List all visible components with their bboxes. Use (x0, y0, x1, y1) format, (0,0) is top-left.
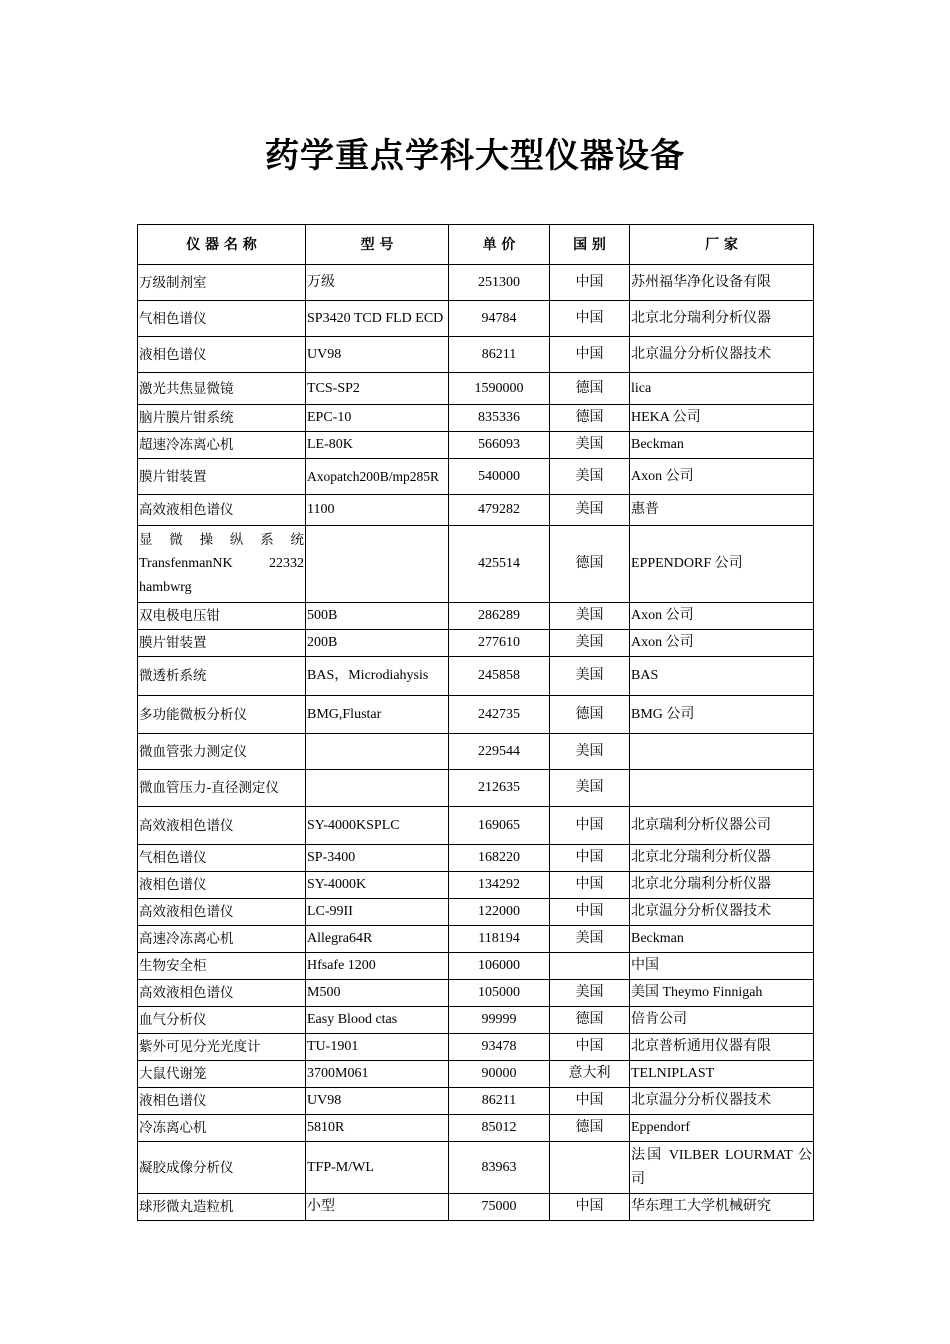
cell-price: 93478 (449, 1034, 550, 1061)
table-row (138, 1088, 814, 1115)
cell-maker: 华东理工大学机械研究 (630, 1194, 814, 1221)
table-row (138, 1034, 814, 1061)
cell-name: 微透析系统 (138, 657, 306, 696)
cell-name: 血气分析仪 (138, 1007, 306, 1034)
cell-maker: HEKA 公司 (630, 405, 814, 432)
cell-model: BAS，Microdiahysis (306, 657, 449, 696)
table-row (138, 265, 814, 301)
cell-name: 球形微丸造粒机 (138, 1194, 306, 1221)
cell-maker: lica (630, 373, 814, 405)
cell-model: 5810R (306, 1115, 449, 1142)
cell-country: 德国 (550, 526, 630, 603)
cell-model: UV98 (306, 337, 449, 373)
cell-maker: 北京温分分析仪器技术 (630, 337, 814, 373)
table-row (138, 630, 814, 657)
cell-price: 566093 (449, 432, 550, 459)
cell-model: EPC-10 (306, 405, 449, 432)
table-row (138, 953, 814, 980)
cell-name: 高效液相色谱仪 (138, 899, 306, 926)
cell-maker: 北京温分分析仪器技术 (630, 1088, 814, 1115)
cell-name: 膜片钳装置 (138, 459, 306, 495)
cell-country: 德国 (550, 1115, 630, 1142)
cell-model: 3700M061 (306, 1061, 449, 1088)
cell-price: 229544 (449, 734, 550, 770)
cell-model: 200B (306, 630, 449, 657)
table-row (138, 1115, 814, 1142)
equipment-table (137, 224, 814, 1221)
cell-price: 134292 (449, 872, 550, 899)
table-row (138, 734, 814, 770)
cell-country: 美国 (550, 459, 630, 495)
cell-name: 多功能微板分析仪 (138, 696, 306, 734)
cell-maker: 北京瑞利分析仪器公司 (630, 807, 814, 845)
cell-price: 1590000 (449, 373, 550, 405)
cell-model: UV98 (306, 1088, 449, 1115)
cell-country: 中国 (550, 337, 630, 373)
cell-maker (630, 1142, 814, 1194)
cell-maker: BAS (630, 657, 814, 696)
cell-model: 万级 (306, 265, 449, 301)
cell-name: 高速冷冻离心机 (138, 926, 306, 953)
cell-name (138, 526, 306, 603)
cell-maker (630, 734, 814, 770)
table-row (138, 337, 814, 373)
cell-name: 生物安全柜 (138, 953, 306, 980)
header-country: 国 别 (550, 225, 630, 265)
table-row (138, 872, 814, 899)
table-row (138, 373, 814, 405)
table-row (138, 657, 814, 696)
header-name: 仪 器 名 称 (138, 225, 306, 265)
cell-maker: 中国 (630, 953, 814, 980)
cell-price: 122000 (449, 899, 550, 926)
cell-price: 286289 (449, 603, 550, 630)
cell-name-line: hambwrg (139, 580, 192, 595)
cell-maker: 北京普析通用仪器有限 (630, 1034, 814, 1061)
cell-maker: 惠普 (630, 495, 814, 526)
cell-name: 气相色谱仪 (138, 845, 306, 872)
cell-price: 86211 (449, 337, 550, 373)
table-row (138, 405, 814, 432)
cell-price: 245858 (449, 657, 550, 696)
cell-country (550, 1142, 630, 1194)
cell-country: 美国 (550, 770, 630, 807)
cell-price: 479282 (449, 495, 550, 526)
cell-maker: Beckman (630, 432, 814, 459)
cell-model: Easy Blood ctas (306, 1007, 449, 1034)
cell-price: 540000 (449, 459, 550, 495)
table-row (138, 459, 814, 495)
cell-name: 万级制剂室 (138, 265, 306, 301)
cell-model: Axopatch200B/mp285R (306, 459, 449, 495)
cell-price: 169065 (449, 807, 550, 845)
cell-model: LC-99II (306, 899, 449, 926)
cell-name: 大鼠代谢笼 (138, 1061, 306, 1088)
cell-country: 德国 (550, 1007, 630, 1034)
cell-price: 118194 (449, 926, 550, 953)
cell-model: Allegra64R (306, 926, 449, 953)
cell-model: SY-4000KSPLC (306, 807, 449, 845)
cell-country: 中国 (550, 807, 630, 845)
cell-price: 86211 (449, 1088, 550, 1115)
cell-maker: Axon 公司 (630, 603, 814, 630)
cell-country: 中国 (550, 1088, 630, 1115)
cell-country: 中国 (550, 899, 630, 926)
cell-country: 德国 (550, 696, 630, 734)
cell-maker: 美国 Theymo Finnigah (630, 980, 814, 1007)
cell-price: 94784 (449, 301, 550, 337)
cell-country: 中国 (550, 301, 630, 337)
cell-model (306, 770, 449, 807)
cell-name: 微血管张力测定仪 (138, 734, 306, 770)
cell-maker: 北京北分瑞利分析仪器 (630, 845, 814, 872)
table-row (138, 603, 814, 630)
table-header-row (138, 225, 814, 265)
cell-name: 气相色谱仪 (138, 301, 306, 337)
cell-maker: EPPENDORF 公司 (630, 526, 814, 603)
table-row (138, 1142, 814, 1194)
cell-name: 微血管压力-直径测定仪 (138, 770, 306, 807)
cell-maker: Eppendorf (630, 1115, 814, 1142)
cell-name-line: 显 微 操 纵 系 统 (139, 532, 304, 548)
cell-model: SP3420 TCD FLD ECD (306, 301, 449, 337)
table-row (138, 980, 814, 1007)
cell-maker: Beckman (630, 926, 814, 953)
table-row (138, 495, 814, 526)
table-row (138, 301, 814, 337)
cell-price: 83963 (449, 1142, 550, 1194)
cell-country: 美国 (550, 432, 630, 459)
cell-model: TU-1901 (306, 1034, 449, 1061)
cell-name: 冷冻离心机 (138, 1115, 306, 1142)
cell-price: 212635 (449, 770, 550, 807)
cell-model: 小型 (306, 1194, 449, 1221)
cell-price: 90000 (449, 1061, 550, 1088)
cell-country: 德国 (550, 405, 630, 432)
cell-maker: BMG 公司 (630, 696, 814, 734)
cell-model: 500B (306, 603, 449, 630)
cell-maker: 倍肯公司 (630, 1007, 814, 1034)
cell-model: SP-3400 (306, 845, 449, 872)
cell-country: 美国 (550, 734, 630, 770)
table-row (138, 899, 814, 926)
cell-model: TFP-M/WL (306, 1142, 449, 1194)
cell-name: 超速冷冻离心机 (138, 432, 306, 459)
table-row (138, 1007, 814, 1034)
table-row (138, 1061, 814, 1088)
cell-maker: Axon 公司 (630, 459, 814, 495)
cell-country: 中国 (550, 1034, 630, 1061)
cell-price: 168220 (449, 845, 550, 872)
cell-price: 85012 (449, 1115, 550, 1142)
cell-name: 液相色谱仪 (138, 872, 306, 899)
cell-country (550, 953, 630, 980)
cell-price: 277610 (449, 630, 550, 657)
cell-country: 中国 (550, 845, 630, 872)
cell-country: 中国 (550, 265, 630, 301)
cell-price: 105000 (449, 980, 550, 1007)
cell-maker: 北京北分瑞利分析仪器 (630, 301, 814, 337)
table-row (138, 807, 814, 845)
cell-country: 中国 (550, 872, 630, 899)
cell-model (306, 734, 449, 770)
cell-name: 激光共焦显微镜 (138, 373, 306, 405)
cell-name: 脑片膜片钳系统 (138, 405, 306, 432)
cell-model: BMG,Flustar (306, 696, 449, 734)
cell-maker: TELNIPLAST (630, 1061, 814, 1088)
cell-name: 紫外可见分光光度计 (138, 1034, 306, 1061)
cell-price: 835336 (449, 405, 550, 432)
cell-name: 高效液相色谱仪 (138, 807, 306, 845)
cell-country: 美国 (550, 495, 630, 526)
cell-country: 中国 (550, 1194, 630, 1221)
table-row (138, 432, 814, 459)
cell-name-line: TransfenmanNK 22332 (139, 556, 304, 571)
cell-price: 75000 (449, 1194, 550, 1221)
cell-maker: 北京温分分析仪器技术 (630, 899, 814, 926)
table-row (138, 845, 814, 872)
page-title: 药学重点学科大型仪器设备 (265, 136, 685, 176)
cell-price: 99999 (449, 1007, 550, 1034)
cell-model (306, 526, 449, 603)
table-row (138, 696, 814, 734)
cell-name: 高效液相色谱仪 (138, 495, 306, 526)
cell-country: 美国 (550, 603, 630, 630)
cell-price: 106000 (449, 953, 550, 980)
header-price: 单 价 (449, 225, 550, 265)
cell-name: 液相色谱仪 (138, 1088, 306, 1115)
cell-model: M500 (306, 980, 449, 1007)
cell-name: 双电极电压钳 (138, 603, 306, 630)
cell-country: 美国 (550, 926, 630, 953)
cell-price: 242735 (449, 696, 550, 734)
cell-country: 美国 (550, 980, 630, 1007)
cell-country: 意大利 (550, 1061, 630, 1088)
cell-name: 液相色谱仪 (138, 337, 306, 373)
cell-maker: 北京北分瑞利分析仪器 (630, 872, 814, 899)
cell-maker: Axon 公司 (630, 630, 814, 657)
cell-country: 美国 (550, 630, 630, 657)
cell-name: 膜片钳装置 (138, 630, 306, 657)
header-maker: 厂 家 (630, 225, 814, 265)
cell-country: 美国 (550, 657, 630, 696)
cell-name: 高效液相色谱仪 (138, 980, 306, 1007)
cell-model: TCS-SP2 (306, 373, 449, 405)
table-row (138, 770, 814, 807)
cell-model: 1100 (306, 495, 449, 526)
cell-model: SY-4000K (306, 872, 449, 899)
header-model: 型 号 (306, 225, 449, 265)
cell-maker-line: 法国 VILBER LOURMAT 公 (631, 1147, 812, 1163)
table-row (138, 526, 814, 603)
cell-model: LE-80K (306, 432, 449, 459)
cell-country: 德国 (550, 373, 630, 405)
cell-name: 凝胶成像分析仪 (138, 1142, 306, 1194)
cell-price: 251300 (449, 265, 550, 301)
cell-price: 425514 (449, 526, 550, 603)
table-row (138, 1194, 814, 1221)
table-row (138, 926, 814, 953)
cell-maker: 苏州福华净化设备有限 (630, 265, 814, 301)
cell-maker-line: 司 (631, 1171, 645, 1187)
cell-maker (630, 770, 814, 807)
cell-model: Hfsafe 1200 (306, 953, 449, 980)
